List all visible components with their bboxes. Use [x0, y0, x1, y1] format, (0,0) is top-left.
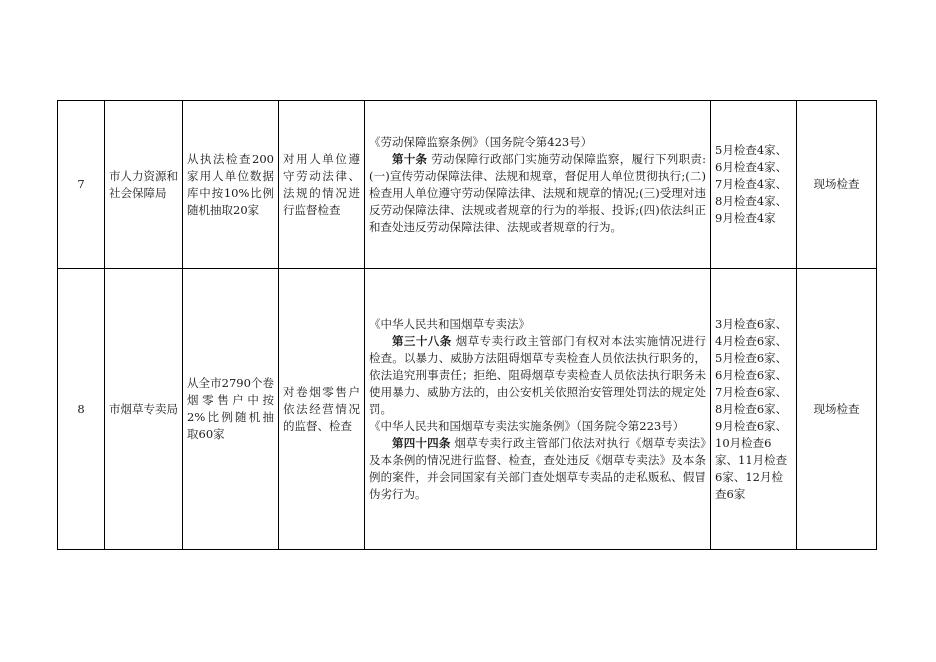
department: 市人力资源和社会保障局: [105, 101, 183, 269]
law-article: [369, 333, 706, 418]
article-text: 烟草专卖行政主管部门依法对执行《烟草专卖法》及本条例的情况进行监督、检查，查处违反《烟草专卖法》及本条例的案件，并会同国家有关部门查处烟草专卖品的走私贩私、假冒伪劣行为。: [369, 435, 707, 501]
inspection-table: [57, 100, 877, 550]
table-row: [58, 269, 877, 550]
law-title: 《中华人民共和国烟草专卖法实施条例》（国务院令第223号）: [369, 418, 685, 433]
inspection-method: 现场检查: [797, 101, 877, 269]
law-article: [369, 435, 706, 503]
article-text: 烟草专卖行政主管部门有权对本法实施情况进行检查。以暴力、威胁方法阻碍烟草专卖检查人员依法执行职务的，依法追究刑事责任；拒绝、阻碍烟草专卖检查人员依法执行职务未使用暴力、威胁方法的，由公安机关依照治安管理处罚法的规定处罚。: [369, 333, 707, 416]
legal-basis: [365, 101, 711, 269]
inspection-schedule: 3月检查6家、4月检查6家、5月检查6家、6月检查6家、7月检查6家、8月检查6家、9月检查6家、10月检查6家、11月检查6家、12月检查6家: [711, 269, 797, 550]
sampling-scope: 从全市2790个卷烟零售户中按2%比例随机抽取60家: [183, 269, 279, 550]
department: 市烟草专卖局: [105, 269, 183, 550]
inspection-method: 现场检查: [797, 269, 877, 550]
article-number: 第三十八条: [392, 333, 452, 348]
row-number: 7: [58, 101, 105, 269]
inspection-content: 对卷烟零售户依法经营情况的监督、检查: [279, 269, 365, 550]
legal-basis: [365, 269, 711, 550]
article-number: 第四十四条: [392, 435, 451, 450]
article-text: 劳动保障行政部门实施劳动保障监察，履行下列职责:(一)宣传劳动保障法律、法规和规章，督促用人单位贯彻执行;(二)检查用人单位遵守劳动保障法律、法规和规章的情况;(三)受理对违反劳动保障法律、法规或者规章的行为的举报、投诉;(四)依法纠正和查处违反劳动保障法律、法规或者规章的行为。: [369, 151, 707, 234]
sampling-scope: 从执法检查200家用人单位数据库中按10%比例随机抽取20家: [183, 101, 279, 269]
law-article: [369, 151, 706, 236]
table-row: [58, 101, 877, 269]
article-number: 第十条: [392, 151, 428, 166]
law-title: 《劳动保障监察条例》（国务院令第423号）: [369, 134, 593, 149]
law-title: 《中华人民共和国烟草专卖法》: [369, 316, 530, 331]
row-number: 8: [58, 269, 105, 550]
inspection-schedule: 5月检查4家、6月检查4家、7月检查4家、8月检查4家、9月检查4家: [711, 101, 797, 269]
inspection-content: 对用人单位遵守劳动法律、法规的情况进行监督检查: [279, 101, 365, 269]
